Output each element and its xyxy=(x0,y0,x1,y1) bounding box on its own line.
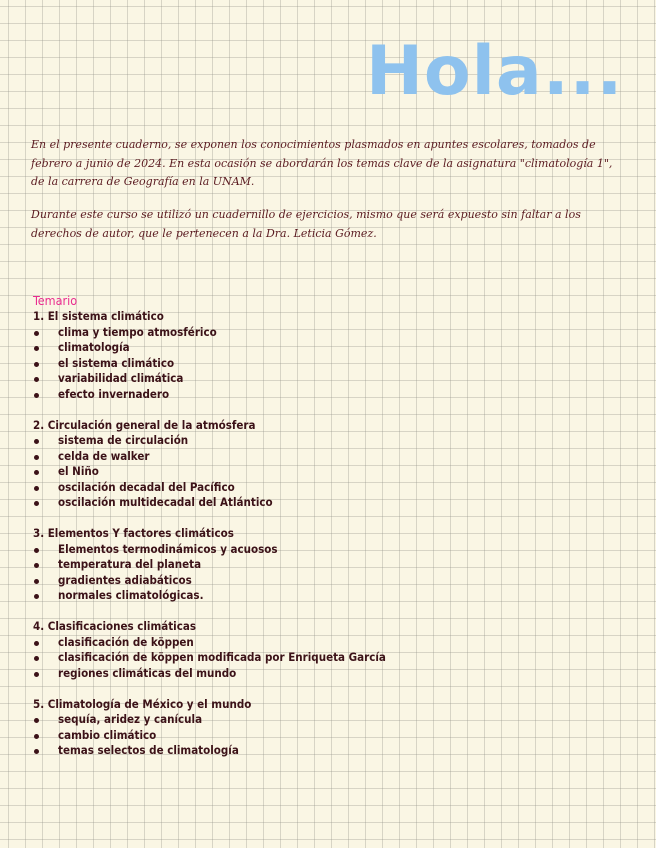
list-item: temperatura del planeta xyxy=(33,557,593,573)
list-item: gradientes adiabáticos xyxy=(33,573,593,589)
syllabus-section-4 xyxy=(33,619,593,681)
list-item: climatología xyxy=(33,340,593,356)
list-item: oscilación decadal del Pacífico xyxy=(33,480,593,496)
list-item: clasificación de köppen xyxy=(33,635,593,651)
syllabus-label: Temario xyxy=(33,293,78,308)
intro-paragraph-1: En el presente cuaderno, se exponen los conocimientos plasmados en apuntes escolares, tomados de febrero a junio de 2024. En esta ocasión se abordarán los temas clave de la asignatura "climatología 1", de la carrera de Geografía en la UNAM. xyxy=(31,138,613,188)
list-item: cambio climático xyxy=(33,728,593,744)
section-title: 4. Clasificaciones climáticas xyxy=(33,619,196,633)
syllabus-section-5 xyxy=(33,697,593,759)
section-title: 1. El sistema climático xyxy=(33,309,164,323)
list-item: Elementos termodinámicos y acuosos xyxy=(33,542,593,558)
list-item: celda de walker xyxy=(33,449,593,465)
section-title: 3. Elementos Y factores climáticos xyxy=(33,526,234,540)
syllabus-section-1 xyxy=(33,309,593,402)
list-item: el sistema climático xyxy=(33,356,593,372)
list-item: variabilidad climática xyxy=(33,371,593,387)
list-item: efecto invernadero xyxy=(33,387,593,403)
list-item: temas selectos de climatología xyxy=(33,743,593,759)
syllabus-section-2 xyxy=(33,418,593,511)
page-title: Hola... xyxy=(366,32,624,111)
intro-paragraph-2: Durante este curso se utilizó un cuadernillo de ejercicios, mismo que será expuesto sin faltar a los derechos de autor, que le pertenecen a la Dra. Leticia Gómez. xyxy=(31,208,581,240)
syllabus xyxy=(33,292,593,774)
syllabus-section-3 xyxy=(33,526,593,604)
list-item: el Niño xyxy=(33,464,593,480)
list-item: sistema de circulación xyxy=(33,433,593,449)
list-item: regiones climáticas del mundo xyxy=(33,666,593,682)
list-item: sequía, aridez y canícula xyxy=(33,712,593,728)
list-item: clasificación de köppen modificada por Enriqueta García xyxy=(33,650,593,666)
list-item: normales climatológicas. xyxy=(33,588,593,604)
section-title: 5. Climatología de México y el mundo xyxy=(33,696,252,711)
list-item: oscilación multidecadal del Atlántico xyxy=(33,495,593,511)
list-item: clima y tiempo atmosférico xyxy=(33,325,593,341)
section-title: 2. Circulación general de la atmósfera xyxy=(33,417,256,432)
